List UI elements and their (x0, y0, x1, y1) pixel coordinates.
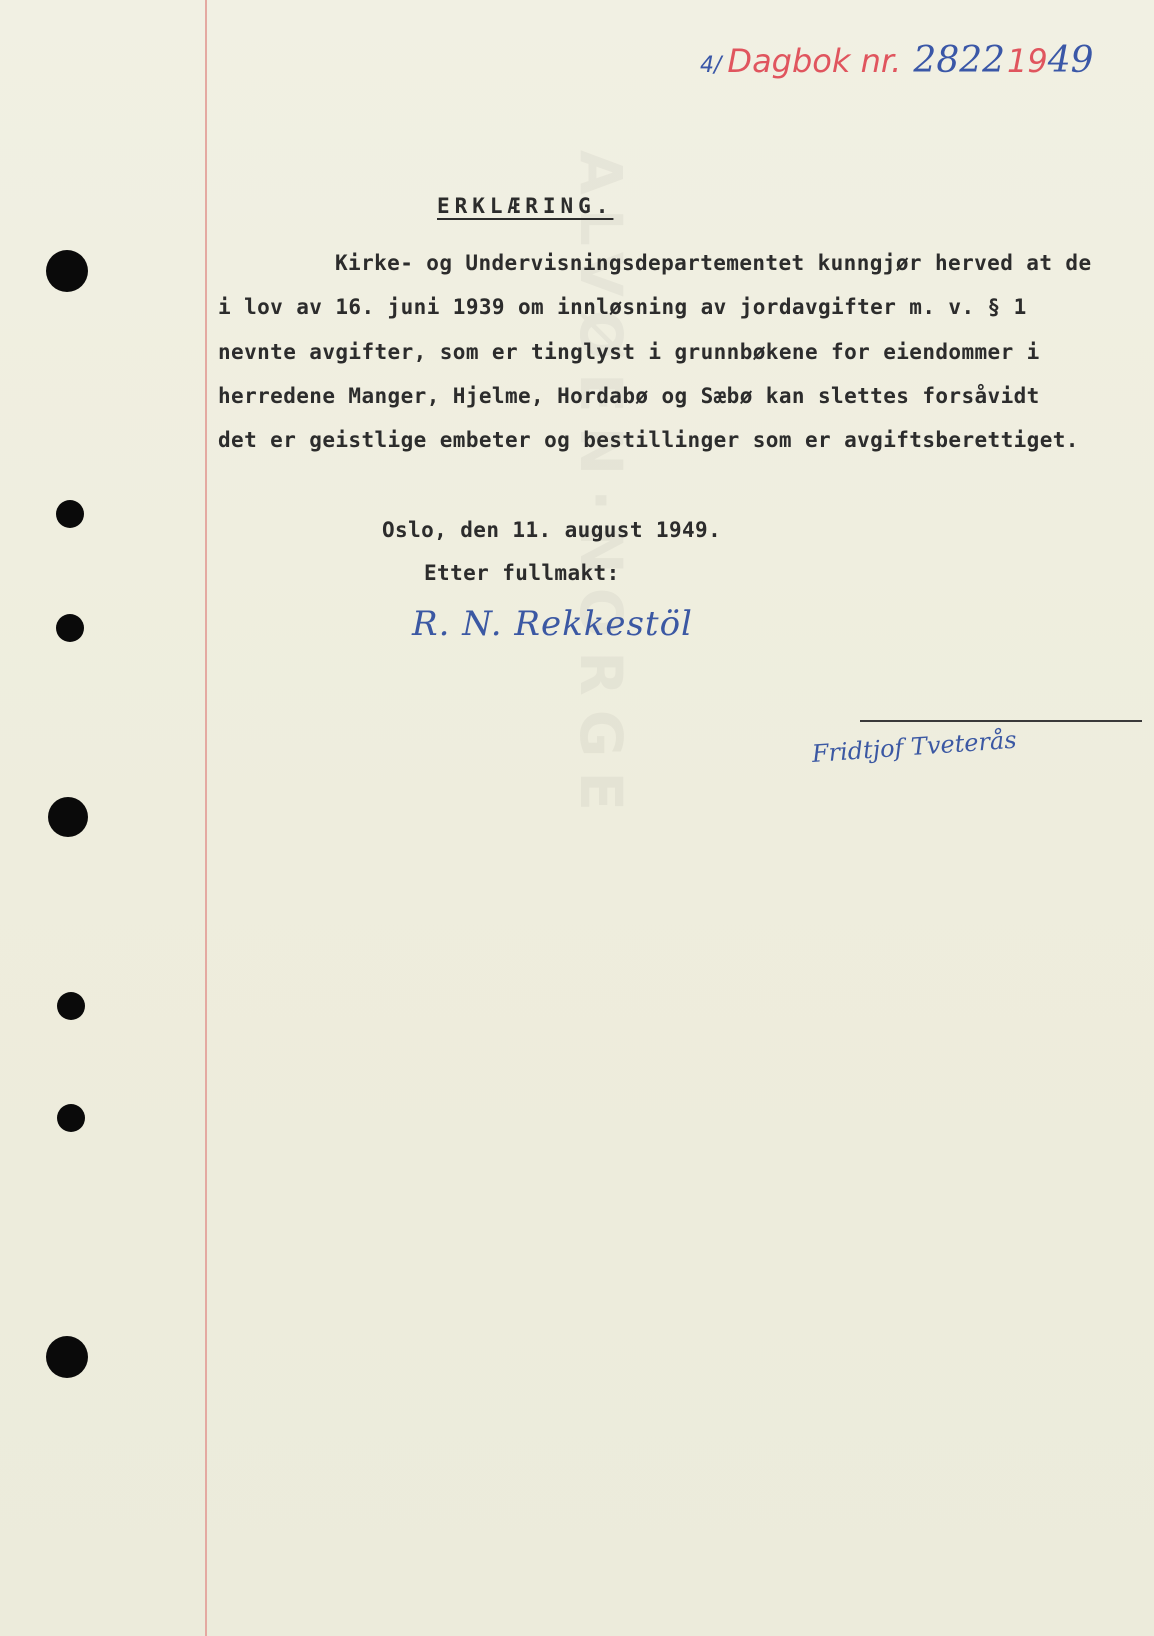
binder-hole (48, 797, 88, 837)
body-line-2: i lov av 16. juni 1939 om innløsning av jordavgifter m. v. § 1 (218, 295, 1027, 319)
watermark: ALVØEN·NORGE (567, 150, 635, 825)
signature-2: Fridtjof Tveterås (811, 725, 1018, 768)
place-and-date: Oslo, den 11. august 1949. (382, 518, 722, 542)
binder-hole (46, 1336, 88, 1378)
journal-stamp (700, 40, 1094, 81)
stamp-number: 2822 (913, 40, 1006, 81)
body-line-3: nevnte avgifter, som er tinglyst i grunnbøkene for eiendommer i (218, 340, 1040, 364)
body-line-1: Kirke- og Undervisningsdepartementet kunngjør herved at de (335, 251, 1092, 275)
binder-hole (56, 500, 84, 528)
authority-line: Etter fullmakt: (424, 561, 620, 585)
body-line-5: det er geistlige embeter og bestillinger som er avgiftsberettiget. (218, 428, 1079, 452)
stamp-prefix: 4/ (700, 53, 722, 78)
document-title: ERKLÆRING. (437, 194, 614, 218)
binder-hole (56, 614, 84, 642)
stamp-year-printed: 19 (1007, 42, 1048, 80)
binder-hole (57, 992, 85, 1020)
signature-rule (860, 720, 1142, 722)
binder-hole (46, 250, 88, 292)
stamp-label: Dagbok nr. (727, 42, 902, 80)
margin-line (205, 0, 207, 1636)
signature-1: R. N. Rekkestöl (412, 604, 693, 644)
body-line-4: herredene Manger, Hjelme, Hordabø og Sæbø kan slettes forsåvidt (218, 384, 1040, 408)
binder-hole (57, 1104, 85, 1132)
stamp-year-handwritten: 49 (1047, 40, 1094, 81)
